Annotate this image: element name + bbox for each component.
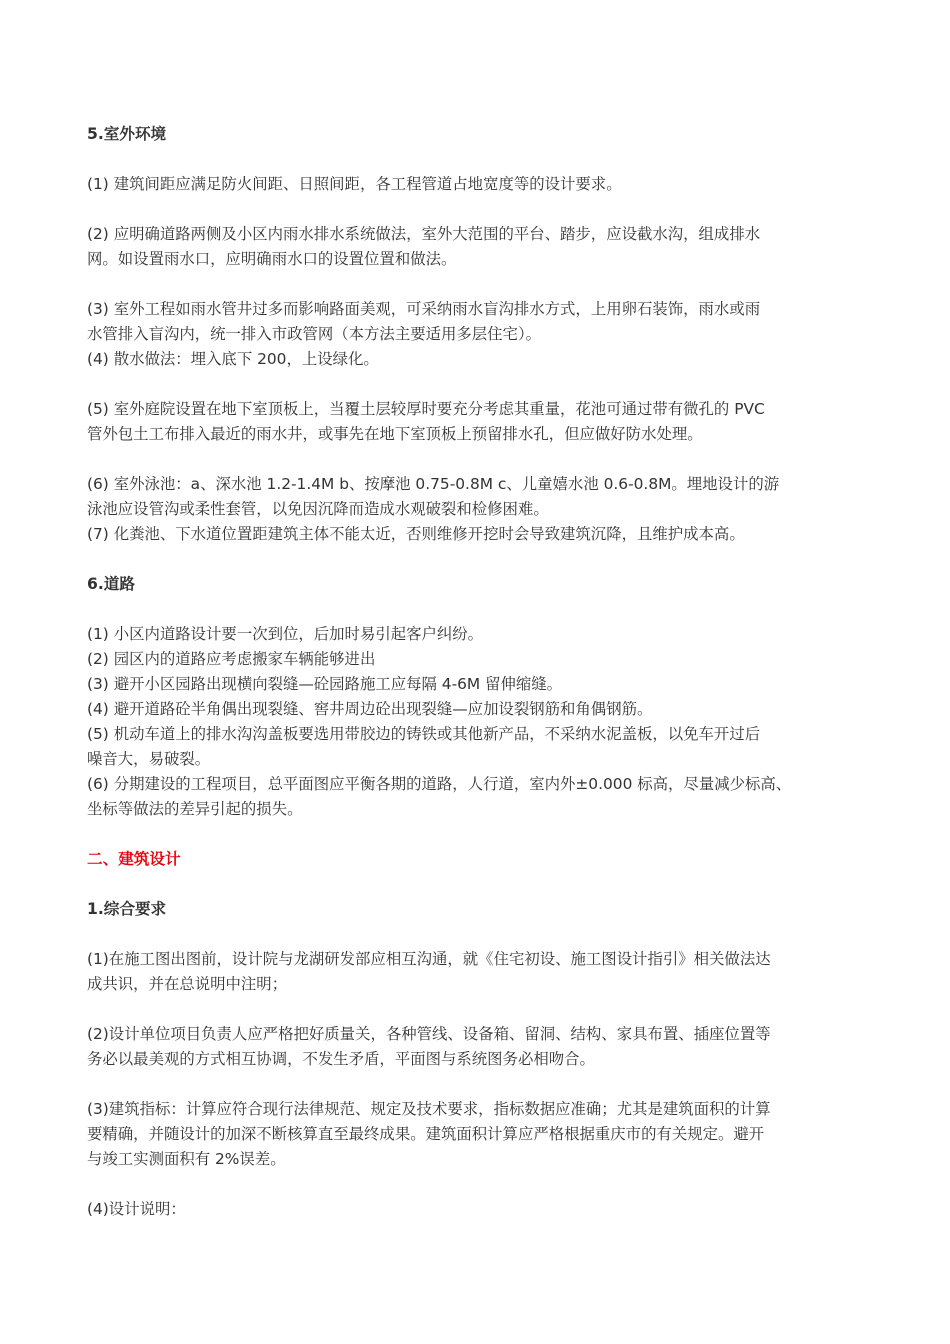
paragraph-line: 与竣工实测面积有 2%误差。 [87, 1150, 286, 1168]
subsection-1-heading: 1.综合要求 [87, 900, 167, 918]
list-item: (2) 园区内的道路应考虑搬家车辆能够进出 [87, 650, 376, 668]
document-page [87, 122, 877, 1222]
paragraph-line: (3) 室外工程如雨水管井过多而影响路面美观，可采纳雨水盲沟排水方式，上用卵石装饰，雨水或雨 [87, 300, 761, 318]
paragraph-line: (4)设计说明： [87, 1200, 186, 1218]
paragraph-line: (2)设计单位项目负责人应严格把好质量关，各种管线、设备箱、留洞、结构、家具布置、插座位置等 [87, 1025, 771, 1043]
list-item: (3) 避开小区园路出现横向裂缝—砼园路施工应每隔 4-6M 留伸缩缝。 [87, 675, 563, 693]
list-item: (6) 分期建设的工程项目，总平面图应平衡各期的道路，人行道，室内外±0.000 标高，尽量减少标高、 [87, 775, 792, 793]
paragraph-line: (6) 室外泳池：a、深水池 1.2-1.4M b、按摩池 0.75-0.8M c、儿童嬉水池 0.6-0.8M。埋地设计的游 [87, 475, 780, 493]
spacer [87, 1072, 877, 1097]
list-item: 坐标等做法的差异引起的损失。 [87, 800, 303, 818]
spacer [87, 147, 877, 172]
paragraph-line: 网。如设置雨水口，应明确雨水口的设置位置和做法。 [87, 250, 457, 268]
section-6-heading: 6.道路 [87, 575, 135, 593]
spacer [87, 547, 877, 572]
paragraph-line: (1) 建筑间距应满足防火间距、日照间距，各工程管道占地宽度等的设计要求。 [87, 175, 622, 193]
list-item: 噪音大，易破裂。 [87, 750, 211, 768]
paragraph-line: 泳池应设管沟或柔性套管，以免因沉降而造成水观破裂和检修困难。 [87, 500, 549, 518]
paragraph-line: (3)建筑指标：计算应符合现行法律规范、规定及技术要求，指标数据应准确；尤其是建筑面积的计算 [87, 1100, 771, 1118]
paragraph-line: 管外包土工布排入最近的雨水井，或事先在地下室顶板上预留排水孔，但应做好防水处理。 [87, 425, 703, 443]
paragraph-line: (7) 化粪池、下水道位置距建筑主体不能太近，否则维修开挖时会导致建筑沉降，且维护成本高。 [87, 525, 745, 543]
spacer [87, 372, 877, 397]
spacer [87, 447, 877, 472]
paragraph-line: 水管排入盲沟内，统一排入市政管网（本方法主要适用多层住宅）。 [87, 325, 542, 343]
spacer [87, 997, 877, 1022]
paragraph-line: 务必以最美观的方式相互协调，不发生矛盾，平面图与系统图务必相吻合。 [87, 1050, 595, 1068]
paragraph-line: (1)在施工图出图前，设计院与龙湖研发部应相互沟通，就《住宅初设、施工图设计指引》相关做法达 [87, 950, 771, 968]
spacer [87, 822, 877, 847]
part-2-heading: 二、建筑设计 [87, 850, 181, 868]
paragraph-line: (5) 室外庭院设置在地下室顶板上，当覆土层较厚时要充分考虑其重量，花池可通过带有微孔的 PVC [87, 400, 765, 418]
spacer [87, 922, 877, 947]
list-item: (1) 小区内道路设计要一次到位，后加时易引起客户纠纷。 [87, 625, 484, 643]
spacer [87, 1172, 877, 1197]
list-item: (5) 机动车道上的排水沟沟盖板要选用带胶边的铸铁或其他新产品，不采纳水泥盖板，以免车开过后 [87, 725, 761, 743]
spacer [87, 872, 877, 897]
section-5-heading: 5.室外环境 [87, 125, 167, 143]
paragraph-line: 要精确，并随设计的加深不断核算直至最终成果。建筑面积计算应严格根据重庆市的有关规定。避开 [87, 1125, 765, 1143]
spacer [87, 197, 877, 222]
paragraph-line: 成共识，并在总说明中注明； [87, 975, 288, 993]
spacer [87, 272, 877, 297]
paragraph-line: (2) 应明确道路两侧及小区内雨水排水系统做法，室外大范围的平台、踏步，应设截水沟，组成排水 [87, 225, 761, 243]
list-item: (4) 避开道路砼半角偶出现裂缝、窖井周边砼出现裂缝—应加设裂钢筋和角偶钢筋。 [87, 700, 653, 718]
spacer [87, 597, 877, 622]
paragraph-line: (4) 散水做法：埋入底下 200，上设绿化。 [87, 350, 379, 368]
